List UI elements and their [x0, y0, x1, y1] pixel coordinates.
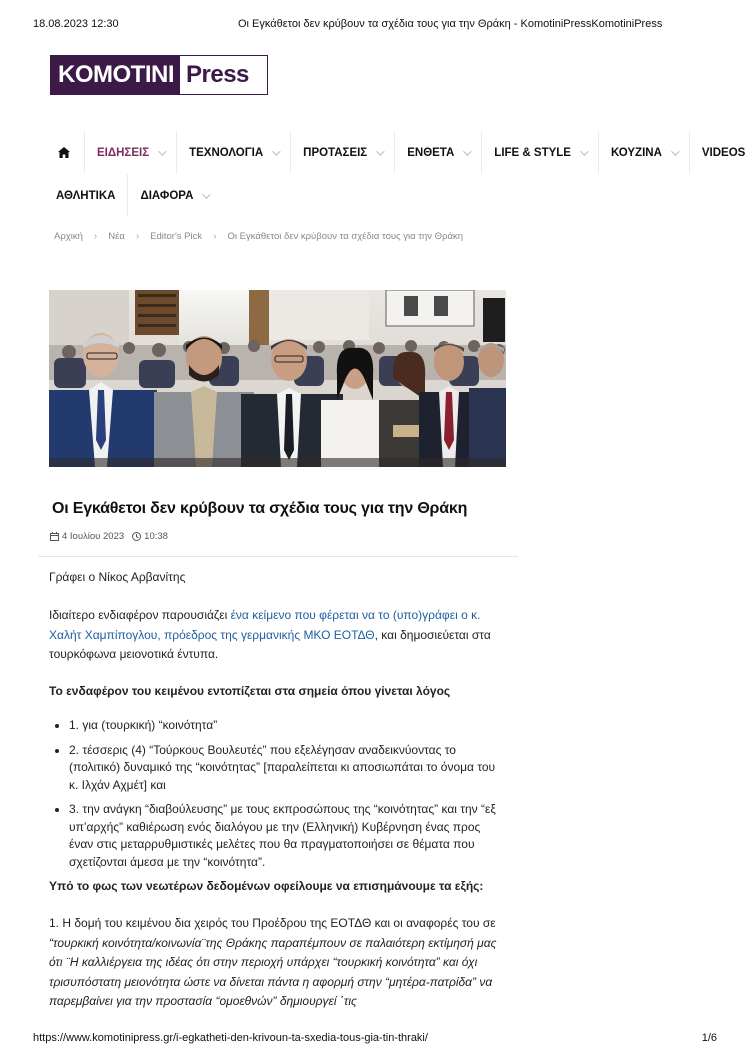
chevron-down-icon: [376, 147, 384, 155]
breadcrumb-current: Οι Εγκάθετοι δεν κρύβουν τα σχέδια τους για την Θράκη: [227, 231, 464, 242]
chevron-down-icon: [671, 147, 679, 155]
nav-item-inserts[interactable]: [395, 131, 482, 174]
chevron-down-icon: [272, 147, 280, 155]
nav-label: ΕΙΔΗΣΕΙΣ: [97, 146, 150, 159]
remark-quote: “τουρκική κοινότητα/κοινωνία¨της Θράκης παραπέμπουν σε παλαιότερη εκτίμησή μας ότι ¨Η καλλιέργεια της ιδέας ότι στην περιοχή υπάρχει “τουρκική κοινότητα” και όχι τρισυπόστατη μειονότητα ώστε να δίνεται πάντα η αφορμή στην “μητέρα-πατρίδα” να παρεμβαίνει για την προστασία “ομοεθνών” δημιουργεί ΄τις: [49, 935, 497, 1008]
nav-label: VIDEOS: [701, 146, 746, 159]
intro-link[interactable]: ένα κείμενο που φέρεται να το (υπο)γράφει ο κ. Χαλήτ Χαμπίπογλου, πρόεδρος της γερμανικής ΜΚΟ ΕΟΤΔΘ: [49, 608, 481, 642]
print-page-number: 1/6: [701, 1032, 717, 1044]
nav-item-videos[interactable]: [690, 131, 750, 174]
nav-label: ΠΡΟΤΑΣΕΙΣ: [303, 146, 368, 159]
chevron-down-icon: [580, 147, 588, 155]
article-time-wrap: [132, 531, 168, 542]
hero-photo: [49, 290, 506, 467]
title-divider: [38, 556, 518, 557]
remark-paragraph: [49, 914, 507, 1012]
calendar-icon: [50, 532, 59, 541]
site-logo[interactable]: [50, 55, 268, 95]
home-icon: [58, 147, 70, 158]
chevron-down-icon: [203, 190, 211, 198]
section-heading-remarks: Υπό το φως των νεωτέρων δεδομένων οφείλουμε να επισημάνουμε τα εξής:: [49, 879, 484, 893]
nav-label: ΚΟΥΖΙΝΑ: [610, 146, 662, 159]
nav-item-kitchen[interactable]: [599, 131, 690, 174]
article-hero-image: [49, 290, 506, 467]
nav-item-misc[interactable]: [128, 174, 220, 217]
breadcrumb-editors-pick[interactable]: Editor's Pick: [150, 231, 203, 242]
list-item: • 3. την ανάγκη “διαβούλευσης” με τους εκπροσώπους της “κοινότητας” και την “εξ υπ’αρχής” καθιέρωση ενός διαλόγου με την (Ελληνική) Κυβέρνηση ένας προς έναν στις μεταρρυθμιστικές μελέτες που θα πραγματοποιήσει σε θέματα που σχετίζονται άμεσα με την “κοινότητα”.: [69, 801, 505, 871]
remark-text: 1. Η δομή του κειμένου δια χειρός του Προέδρου της ΕΟΤΔΘ και οι αναφορές του σε: [49, 916, 496, 930]
breadcrumb-home[interactable]: Αρχική: [54, 231, 83, 242]
nav-label: LIFE & STYLE: [494, 146, 571, 159]
nav-label: ΔΙΑΦΟΡΑ: [140, 189, 194, 202]
print-url: https://www.komotinipress.gr/i-egkatheti-den-krivoun-ta-sxedia-tous-gia-tin-thraki/: [33, 1032, 428, 1044]
points-list: [49, 717, 505, 878]
print-datetime: 18.08.2023 12:30: [33, 18, 119, 30]
nav-label: ΕΝΘΕΤΑ: [407, 146, 455, 159]
article-meta: [50, 531, 168, 542]
chevron-right-icon: ›: [135, 231, 140, 242]
nav-item-news[interactable]: [85, 131, 177, 174]
print-doc-title: Οι Εγκάθετοι δεν κρύβουν τα σχέδια τους για την Θράκη - KomotiniPressKomotiniPress: [238, 18, 663, 30]
intro-text-before: Ιδιαίτερο ενδιαφέρον παρουσιάζει: [49, 608, 231, 622]
nav-row-1: [44, 131, 746, 174]
nav-item-sports[interactable]: [44, 174, 128, 217]
nav-item-home[interactable]: [44, 131, 85, 174]
chevron-down-icon: [463, 147, 471, 155]
article-date: 4 Ιουλίου 2023: [62, 531, 125, 542]
nav-item-lifestyle[interactable]: [482, 131, 599, 174]
article-time: 10:38: [144, 531, 168, 542]
article-title: Οι Εγκάθετοι δεν κρύβουν τα σχέδια τους για την Θράκη: [52, 499, 468, 517]
section-heading-interest: Το ενδαφέρον του κειμένου εντοπίζεται στα σημεία όπου γίνεται λόγος: [49, 684, 451, 698]
nav-item-proposals[interactable]: [291, 131, 395, 174]
chevron-right-icon: ›: [93, 231, 98, 242]
chevron-right-icon: ›: [213, 231, 217, 242]
intro-paragraph: [49, 606, 505, 665]
nav-row-2: [44, 174, 694, 217]
list-item: • 2. τέσσερις (4) “Τούρκους Βουλευτές” που εξελέγησαν αναδεικνύοντας το (πολιτικό) δυναμικό της “κοινότητας” [παραλείπεται κι αποσιωπάται το όνομα του κ. Ιλχάν Αχμέτ] και: [69, 742, 505, 795]
list-item: • 1. για (τουρκική) “κοινότητα”: [69, 717, 505, 735]
breadcrumb: [54, 231, 463, 242]
logo-part-2: Press: [186, 61, 249, 88]
intro-text-after: , και δημοσιεύεται στα τουρκόφωνα μειονοτικά έντυπα.: [49, 627, 491, 661]
author-line: Γράφει ο Νίκος Αρβανίτης: [49, 570, 186, 584]
breadcrumb-news[interactable]: Νέα: [108, 231, 125, 242]
chevron-down-icon: [158, 147, 166, 155]
main-nav: [44, 131, 746, 217]
nav-label: ΤΕΧΝΟΛΟΓΙΑ: [189, 146, 264, 159]
nav-label: ΑΘΛΗΤΙΚΑ: [56, 189, 116, 202]
clock-icon: [132, 532, 141, 541]
nav-item-technology[interactable]: [177, 131, 291, 174]
logo-part-1: KOMOTINI: [51, 56, 180, 94]
